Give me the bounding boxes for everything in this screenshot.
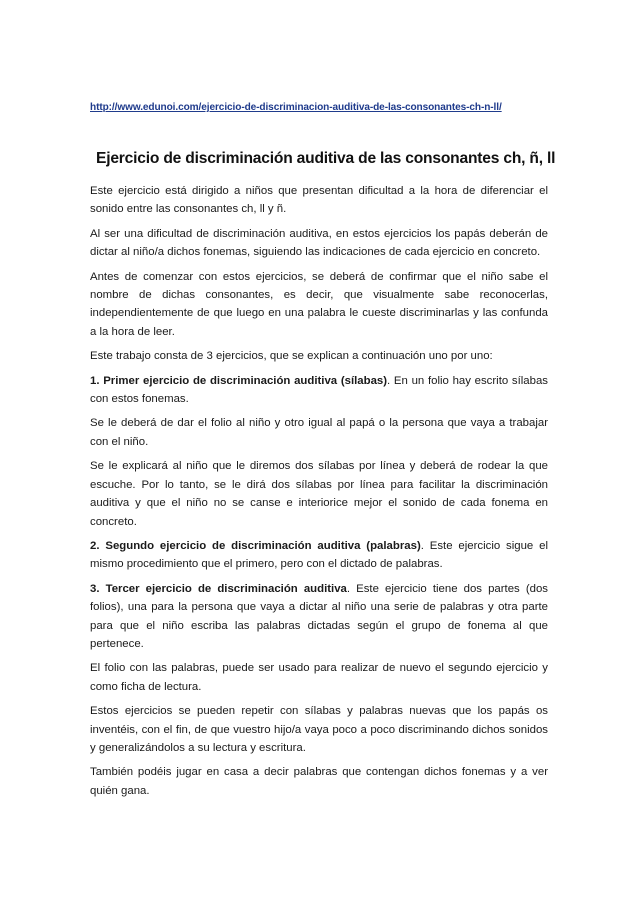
- exercise-3-heading: 3. Tercer ejercicio de discriminación auditiva: [90, 582, 347, 595]
- document-title: Ejercicio de discriminación auditiva de las consonantes ch, ñ, ll: [96, 150, 556, 167]
- paragraph-exercise-3: [90, 580, 548, 654]
- exercise-3-text: . Este ejercicio tiene dos partes (dos folios), una para la persona que vaya a dictar al niño una serie de palabras y otra parte para que el niño escriba las palabras dictadas según el grupo de fonema al que pertenece.: [90, 582, 548, 650]
- paragraph-exercise-1: [90, 372, 548, 409]
- paragraph-reading-sheet: El folio con las palabras, puede ser usado para realizar de nuevo el segundo ejercicio y como ficha de lectura.: [90, 662, 548, 693]
- paragraph-dictation: Al ser una dificultad de discriminación auditiva, en estos ejercicios los papás deberán de dictar al niño/a dichos fonemas, siguiendo las indicaciones de cada ejercicio en concreto.: [90, 227, 548, 259]
- paragraph-intro: Este ejercicio está dirigido a niños que presentan dificultad a la hora de diferenciar el sonido entre las consonantes ch, ll y ñ.: [90, 185, 548, 216]
- paragraph-game: También podéis jugar en casa a decir palabras que contengan dichos fonemas y a ver quién gana.: [90, 766, 548, 797]
- source-link[interactable]: http://www.edunoi.com/ejercicio-de-discriminacion-auditiva-de-las-consonantes-ch-n-ll/: [90, 102, 502, 113]
- exercise-2-text: . Este ejercicio sigue el mismo procedimiento que el primero, pero con el dictado de palabras.: [90, 539, 548, 571]
- paragraph-exercise-2: [90, 537, 548, 574]
- paragraph-overview: Este trabajo consta de 3 ejercicios, que se explican a continuación uno por uno:: [90, 350, 493, 363]
- paragraph-exercise-1-details: Se le explicará al niño que le diremos dos sílabas por línea y deberá de rodear la que escuche. Por lo tanto, se le dirá dos sílabas por línea para facilitar la discriminación auditiva y que el niño no se canse e interiorice mejor el sonido de cada fonema en concreto.: [90, 460, 548, 528]
- exercise-1-text: . En un folio hay escrito sílabas con estos fonemas.: [90, 374, 548, 406]
- paragraph-repeat: Estos ejercicios se pueden repetir con sílabas y palabras nuevas que los papás os inventéis, con el fin, de que vuestro hijo/a vaya poco a poco discriminando dichos sonidos y generalizándolos a su lectura y escritura.: [90, 705, 548, 754]
- exercise-2-heading: 2. Segundo ejercicio de discriminación auditiva (palabras): [90, 539, 421, 552]
- paragraph-prerequisite: Antes de comenzar con estos ejercicios, se deberá de confirmar que el niño sabe el nombre de dichas consonantes, es decir, que visualmente sabe reconocerlas, independientemente de que luego en una palabra le cueste discriminarlas y las confunda a la hora de leer.: [90, 270, 548, 338]
- exercise-1-heading: 1. Primer ejercicio de discriminación auditiva (sílabas): [90, 374, 388, 387]
- paragraph-exercise-1-instructions: Se le deberá de dar el folio al niño y otro igual al papá o la persona que vaya a trabajar con el niño.: [90, 417, 548, 448]
- document-body: [90, 182, 548, 806]
